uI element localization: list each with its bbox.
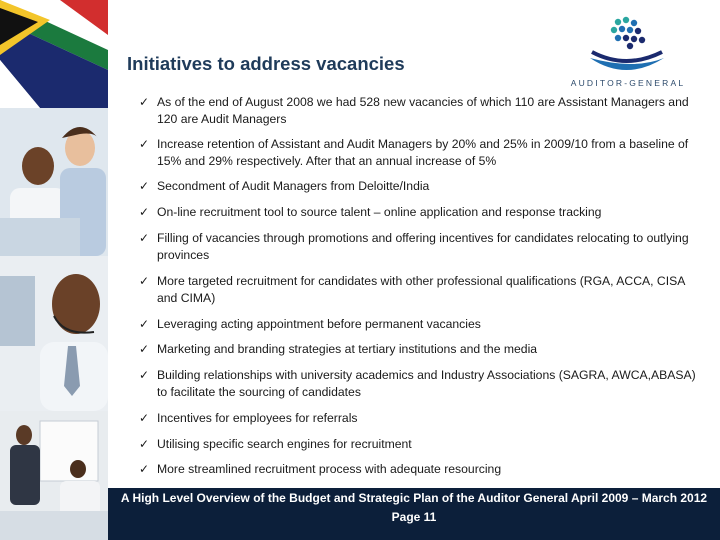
- list-item: [139, 461, 699, 478]
- flag-graphic: [0, 0, 108, 108]
- logo-text: AUDITOR-GENERAL: [570, 78, 686, 88]
- list-item-text: Building relationships with university academics and Industry Associations (SAGRA, AWCA,ABASA) to facilitate the sourcing of candidates: [157, 368, 696, 399]
- list-item: [139, 436, 699, 453]
- checkmark-icon: ✓: [139, 137, 150, 151]
- list-item: [139, 230, 699, 264]
- list-item-text: On-line recruitment tool to source talent – online application and response tracking: [157, 205, 602, 219]
- checkmark-icon: ✓: [139, 437, 150, 451]
- checkmark-icon: ✓: [139, 179, 150, 193]
- list-item: [139, 136, 699, 170]
- list-item-text: More streamlined recruitment process with adequate resourcing: [157, 462, 502, 476]
- presentation-photo: [0, 411, 108, 540]
- checkmark-icon: ✓: [139, 462, 150, 476]
- south-african-flag-image: [0, 0, 108, 108]
- list-item: [139, 178, 699, 195]
- list-item: [139, 367, 699, 401]
- list-item-text: Marketing and branding strategies at tertiary institutions and the media: [157, 342, 538, 356]
- slide-title: Initiatives to address vacancies: [127, 53, 405, 74]
- call-center-man-photo: [0, 256, 108, 411]
- checkmark-icon: ✓: [139, 411, 150, 425]
- list-item: [139, 316, 699, 333]
- list-item: [139, 273, 699, 307]
- logo-mark-icon: [548, 14, 708, 84]
- list-item: [139, 204, 699, 221]
- list-item-text: Increase retention of Assistant and Audit Managers by 20% and 25% in 2009/10 from a baseline of 15% and 29% respectively. After that an annual increase of 5%: [157, 137, 689, 168]
- checkmark-icon: ✓: [139, 205, 150, 219]
- initiatives-list: [139, 94, 699, 478]
- checkmark-icon: ✓: [139, 95, 150, 109]
- list-item-text: Utilising specific search engines for recruitment: [157, 437, 412, 451]
- list-item: [139, 341, 699, 358]
- list-item-text: Incentives for employees for referrals: [157, 411, 358, 425]
- left-photo-strip: [0, 0, 108, 540]
- footer-title: A High Level Overview of the Budget and Strategic Plan of the Auditor General April 2009 – March 2012: [120, 491, 708, 505]
- list-item-text: Filling of vacancies through promotions and offering incentives for candidates relocating to outlying provinces: [157, 231, 689, 262]
- list-item-text: Leveraging acting appointment before permanent vacancies: [157, 317, 481, 331]
- checkmark-icon: ✓: [139, 274, 150, 288]
- list-item-text: More targeted recruitment for candidates with other professional qualifications (RGA, ACCA, CISA and CIMA): [157, 274, 685, 305]
- list-item: [139, 410, 699, 427]
- checkmark-icon: ✓: [139, 342, 150, 356]
- list-item: [139, 94, 699, 128]
- office-women-photo: [0, 108, 108, 256]
- checkmark-icon: ✓: [139, 317, 150, 331]
- checkmark-icon: ✓: [139, 368, 150, 382]
- footer-bar: [108, 488, 720, 540]
- list-item-text: As of the end of August 2008 we had 528 new vacancies of which 110 are Assistant Managers and 120 are Audit Managers: [157, 95, 689, 126]
- page-number: Page 11: [391, 510, 437, 524]
- list-item-text: Secondment of Audit Managers from Deloitte/India: [157, 179, 430, 193]
- checkmark-icon: ✓: [139, 231, 150, 245]
